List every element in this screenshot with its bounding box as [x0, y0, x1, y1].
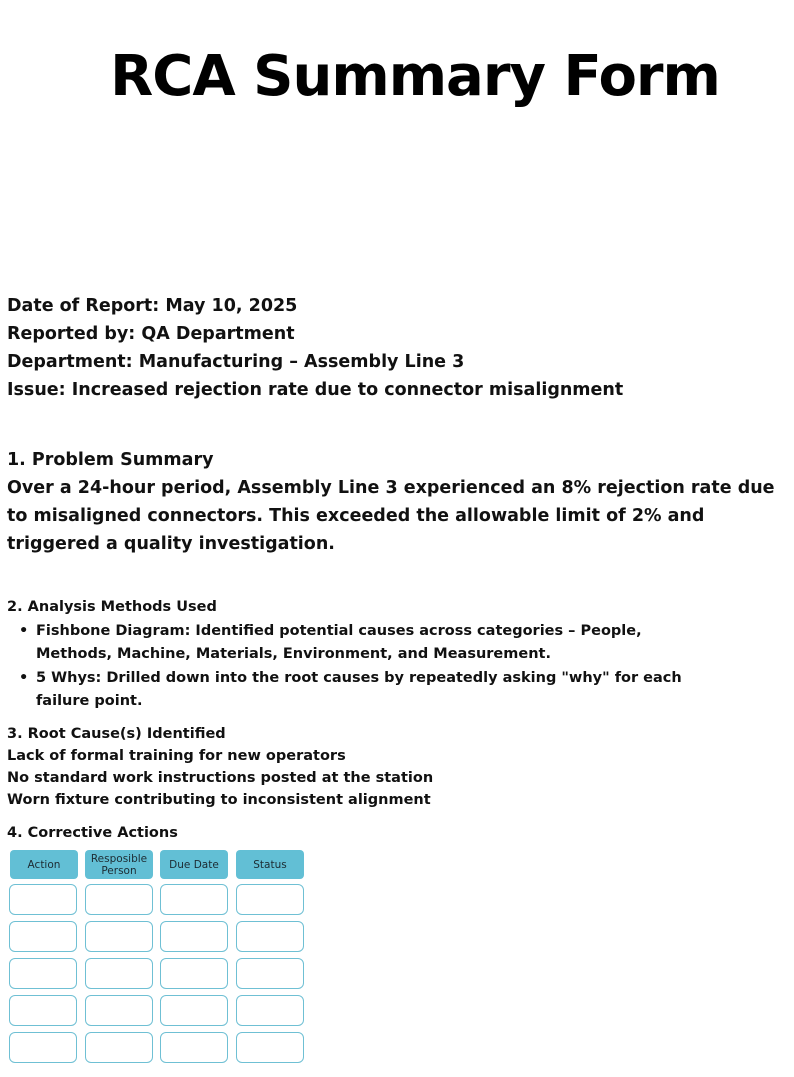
table-cell-due-date[interactable] — [160, 921, 228, 952]
table-cell-action[interactable] — [9, 921, 77, 952]
department: Department: Manufacturing – Assembly Line 3 — [7, 352, 465, 372]
method-text: 5 Whys: Drilled down into the root causes by repeatedly asking "why" for each failure point. — [36, 669, 682, 709]
table-cell-responsible-person[interactable] — [85, 884, 153, 915]
table-cell-due-date[interactable] — [160, 995, 228, 1026]
table-cell-responsible-person[interactable] — [85, 958, 153, 989]
analysis-methods-list — [7, 620, 687, 714]
table-cell-action[interactable] — [9, 995, 77, 1026]
reported-by: Reported by: QA Department — [7, 324, 295, 344]
analysis-methods-heading: 2. Analysis Methods Used — [7, 599, 217, 615]
method-text: Fishbone Diagram: Identified potential causes across categories – People, Methods, Machine, Materials, Environment, and Measurement. — [36, 622, 642, 662]
table-cell-status[interactable] — [236, 995, 304, 1026]
date-of-report: Date of Report: May 10, 2025 — [7, 296, 298, 316]
table-cell-status[interactable] — [236, 958, 304, 989]
table-cell-status[interactable] — [236, 884, 304, 915]
table-cell-responsible-person[interactable] — [85, 1032, 153, 1063]
table-cell-due-date[interactable] — [160, 958, 228, 989]
table-cell-action[interactable] — [9, 1032, 77, 1063]
page-title: RCA Summary Form — [110, 44, 720, 109]
bullet-icon: • — [19, 622, 29, 639]
analysis-methods-section — [7, 596, 687, 714]
table-cell-due-date[interactable] — [160, 1032, 228, 1063]
list-item — [7, 667, 687, 714]
table-cell-responsible-person[interactable] — [85, 921, 153, 952]
column-header-responsible-person: Resposible Person — [85, 850, 153, 879]
list-item — [7, 620, 687, 667]
problem-summary-section — [7, 446, 794, 558]
root-cause-item: Worn fixture contributing to inconsistent alignment — [7, 792, 431, 808]
issue: Issue: Increased rejection rate due to connector misalignment — [7, 380, 624, 400]
root-causes-section — [7, 723, 433, 811]
column-header-action: Action — [10, 850, 78, 879]
report-meta — [7, 292, 623, 404]
corrective-actions-heading: 4. Corrective Actions — [7, 825, 178, 841]
problem-summary-heading: 1. Problem Summary — [7, 450, 214, 470]
table-cell-status[interactable] — [236, 921, 304, 952]
table-cell-due-date[interactable] — [160, 884, 228, 915]
column-header-due-date: Due Date — [160, 850, 228, 879]
bullet-icon: • — [19, 669, 29, 686]
problem-summary-text: Over a 24-hour period, Assembly Line 3 experienced an 8% rejection rate due to misaligned connectors. This exceeded the allowable limit of 2% and triggered a quality investigation. — [7, 478, 775, 554]
root-cause-item: Lack of formal training for new operators — [7, 748, 346, 764]
root-cause-item: No standard work instructions posted at the station — [7, 770, 434, 786]
table-cell-action[interactable] — [9, 884, 77, 915]
table-cell-responsible-person[interactable] — [85, 995, 153, 1026]
column-header-status: Status — [236, 850, 304, 879]
table-cell-status[interactable] — [236, 1032, 304, 1063]
table-cell-action[interactable] — [9, 958, 77, 989]
root-causes-heading: 3. Root Cause(s) Identified — [7, 726, 226, 742]
